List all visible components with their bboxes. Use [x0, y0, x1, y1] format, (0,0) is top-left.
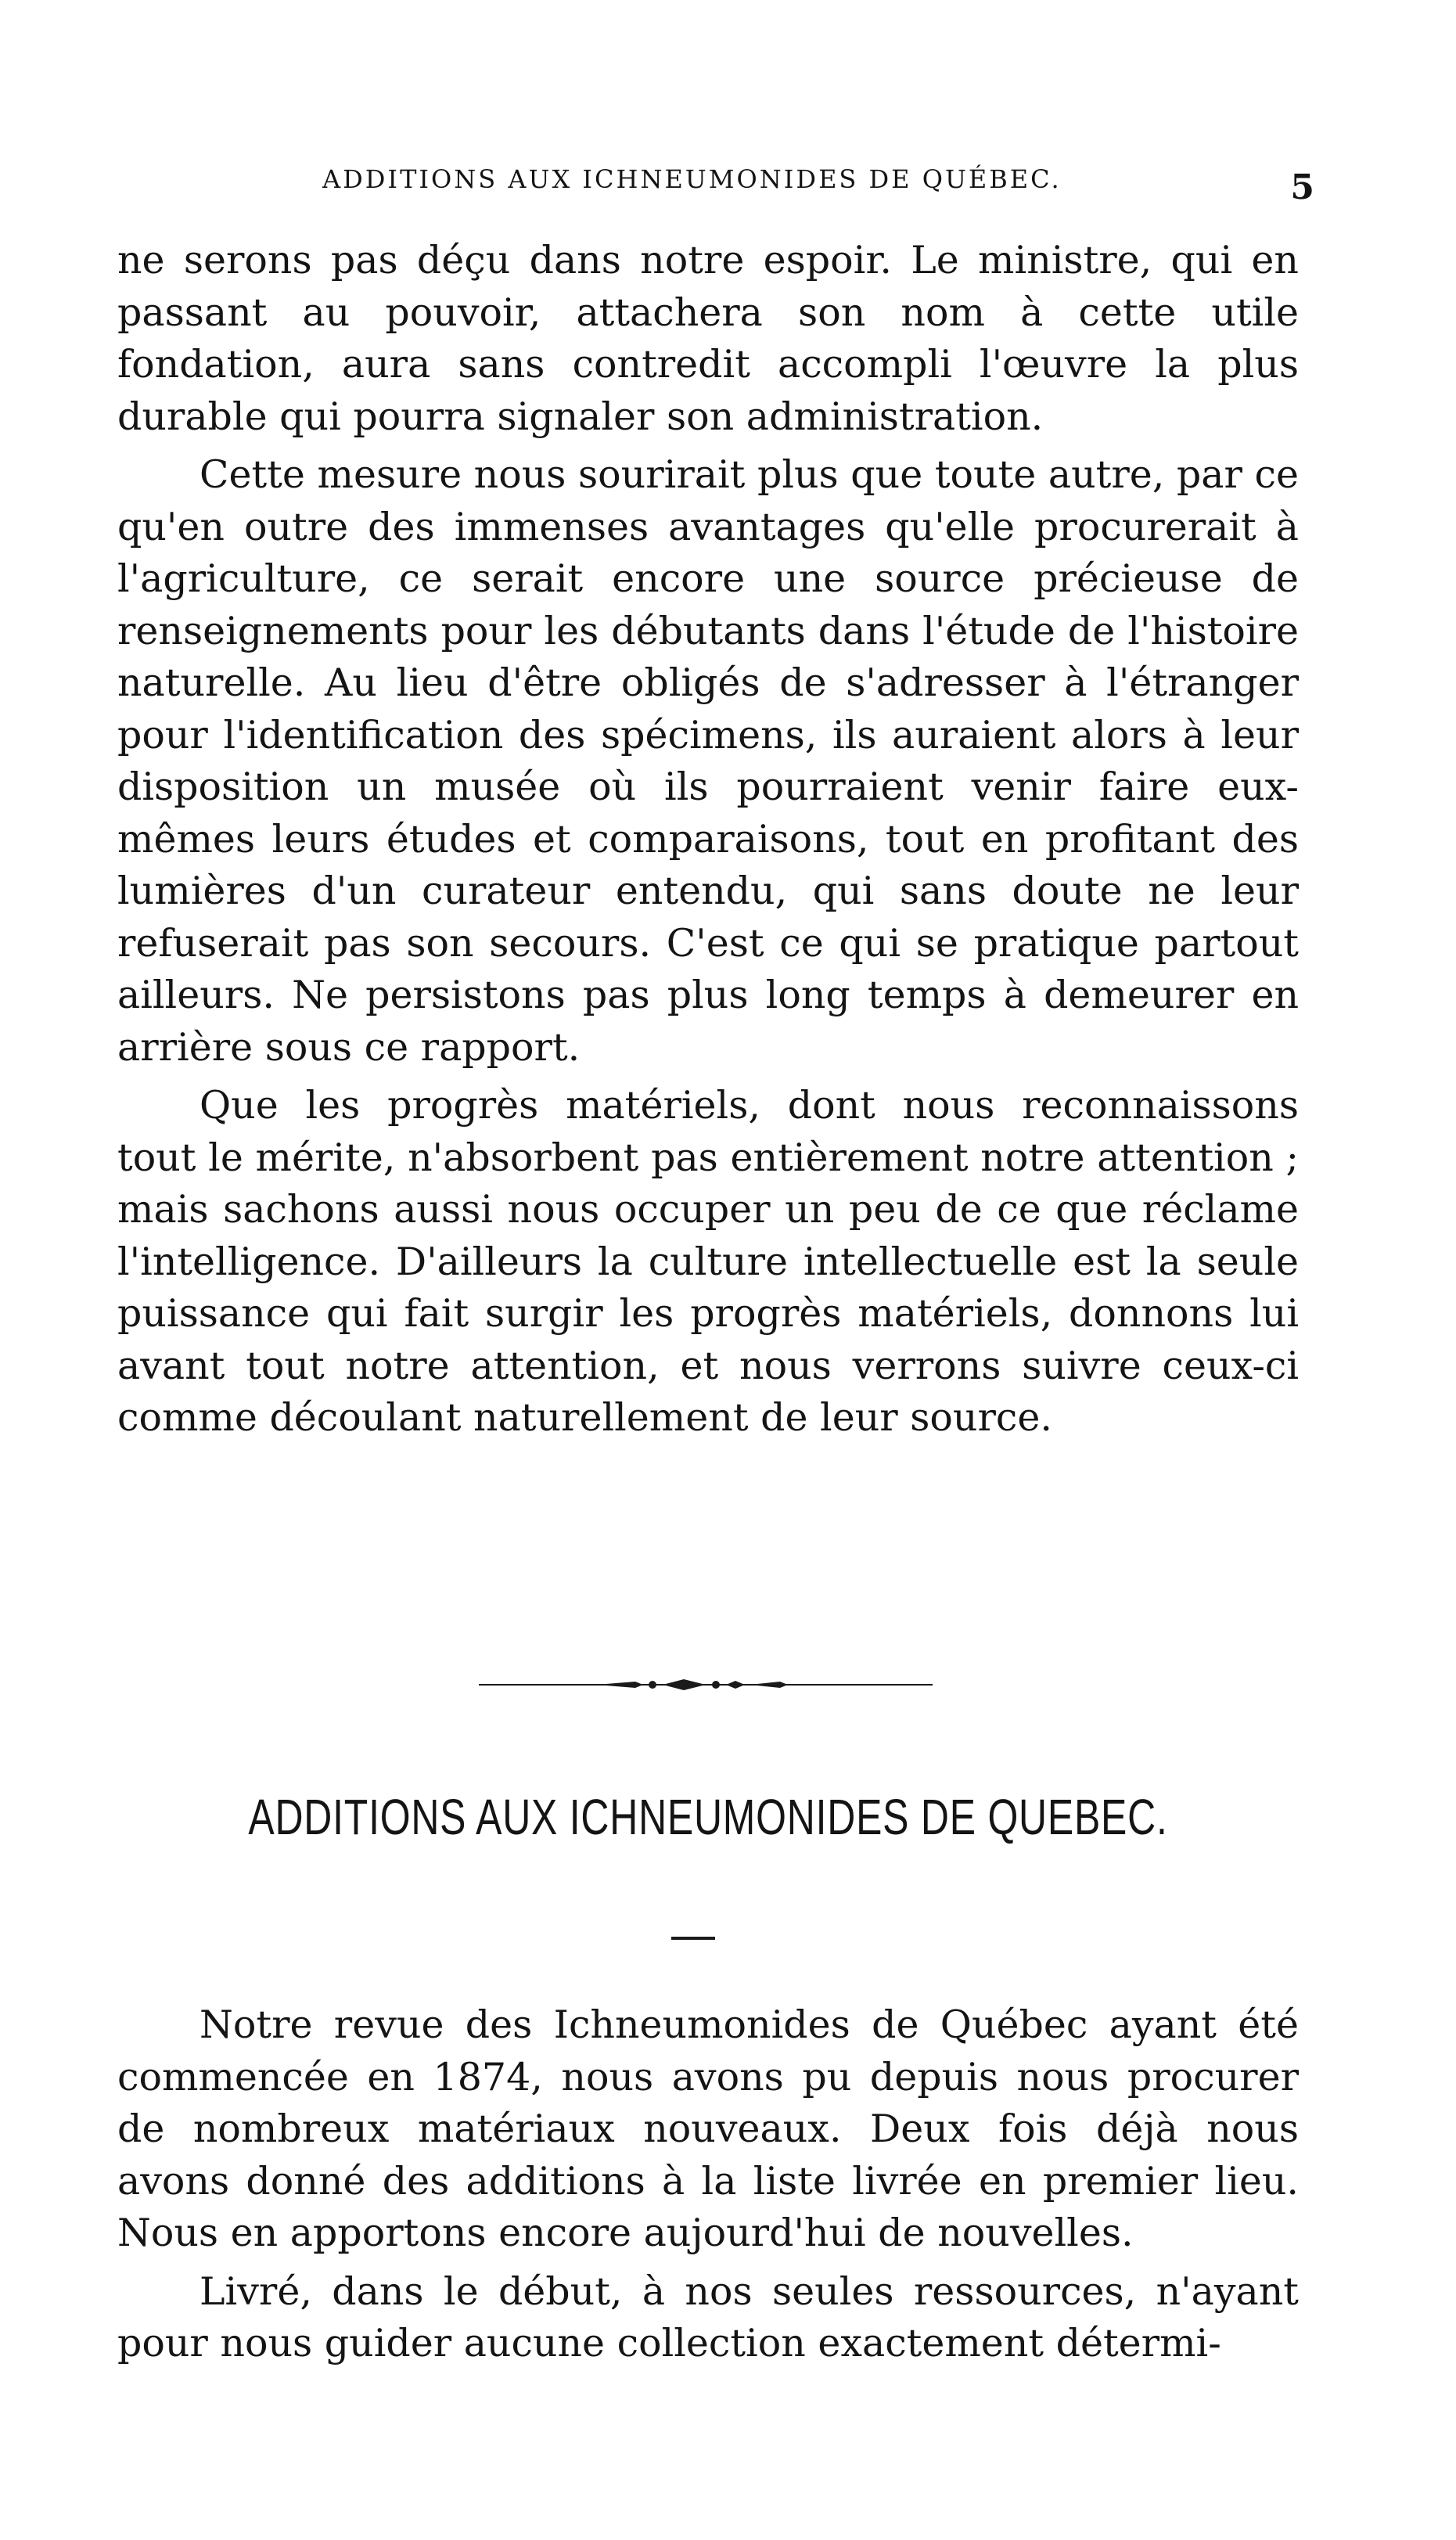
body-text-before-section [117, 235, 1299, 1444]
section-heading: ADDITIONS AUX ICHNEUMONIDES DE QUEBEC. [248, 1789, 1168, 1845]
paragraph: Livré, dans le début, à nos seules ressources, n'ayant pour nous guider aucune collection exactement détermi- [117, 2268, 1299, 2366]
heading-rule [671, 1937, 715, 1940]
running-header [117, 164, 1314, 219]
paragraph-continued: ne serons pas déçu dans notre espoir. Le ministre, qui en passant au pouvoir, attachera son nom à cette utile fondation, aura sans contredit accompli l'œuvre la plus durable qui pourra signaler son administration. [117, 238, 1299, 439]
page-number: 5 [1290, 167, 1314, 207]
running-title: ADDITIONS AUX ICHNEUMONIDES DE QUÉBEC. [322, 164, 1062, 194]
paragraph: Cette mesure nous sourirait plus que toute autre, par ce qu'en outre des immenses avantages qu'elle procurerait à l'agriculture, ce serait encore une source précieuse de renseignements pour les débutants dans l'étude de l'histoire naturelle. Au lieu d'être obligés de s'adresser à l'étranger pour l'identification des spécimens, ils auraient alors à leur disposition un musée où ils pourraient venir faire eux-mêmes leurs études et comparaisons, tout en profitant des lumières d'un curateur entendu, qui sans doute ne leur refuserait pas son secours. C'est ce qui se pratique partout ailleurs. Ne persistons pas plus long temps à demeurer en arrière sous ce rapport. [117, 452, 1299, 1070]
paragraph: Notre revue des Ichneumonides de Québec ayant été commencée en 1874, nous avons pu depuis nous procurer de nombreux matériaux nouveaux. Deux fois déjà nous avons donné des additions à la liste livrée en premier lieu. Nous en apportons encore aujourd'hui de nouvelles. [117, 2002, 1299, 2255]
section-body-text [117, 1999, 1299, 2370]
paragraph: Que les progrès matériels, dont nous reconnaissons tout le mérite, n'absorbent pas entièrement notre attention ; mais sachons aussi nous occuper un peu de ce que réclame l'intelligence. D'ailleurs la culture intellectuelle est la seule puissance qui fait surgir les progrès matériels, donnons lui avant tout notre attention, et nous verrons suivre ceux-ci comme découlant naturellement de leur source. [117, 1083, 1299, 1440]
divider-ornament-icon [479, 1673, 933, 1696]
